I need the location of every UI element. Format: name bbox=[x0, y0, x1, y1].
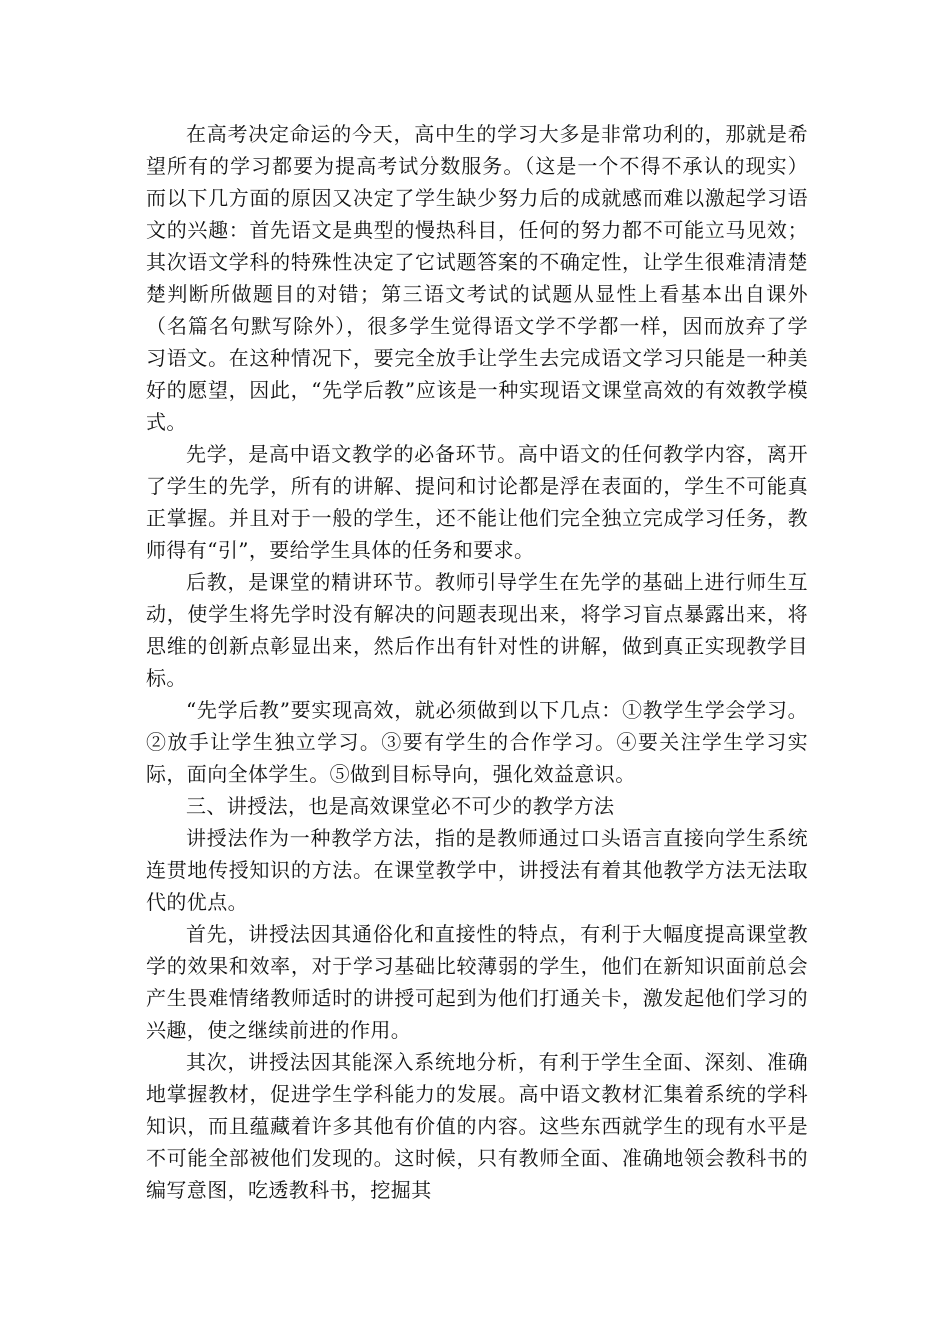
section-heading-lecture-method: 三、讲授法，也是高效课堂必不可少的教学方法 bbox=[186, 794, 615, 818]
paragraph-lecture-second-advantage: 其次，讲授法因其能深入系统地分析，有利于学生全面、深刻、准确地掌握教材，促进学生学科能力的发展。高中语文教材汇集着系统的学科知识，而且蕴藏着许多其他有价值的内容。这些东西就学生的现有水平是不可能全部被他们发现的。这时候，只有教师全面、准确地领会教科书的编写意图，吃透教科书，挖掘其 bbox=[146, 1050, 808, 1202]
document-body bbox=[146, 118, 808, 1206]
paragraph-five-points: “先学后教”要实现高效，就必须做到以下几点：①教学生学会学习。②放手让学生独立学习。③要有学生的合作学习。④要关注学生学习实际，面向全体学生。⑤做到目标导向，强化效益意识。 bbox=[146, 698, 808, 786]
paragraph-houjiao: 后教，是课堂的精讲环节。教师引导学生在先学的基础上进行师生互动，使学生将先学时没有解决的问题表现出来，将学习盲点暴露出来，将思维的创新点彰显出来，然后作出有针对性的讲解，做到真正实现教学目标。 bbox=[146, 570, 808, 690]
paragraph-lecture-definition: 讲授法作为一种教学方法，指的是教师通过口头语言直接向学生系统连贯地传授知识的方法。在课堂教学中，讲授法有着其他教学方法无法取代的优点。 bbox=[146, 826, 808, 914]
paragraph-xianxue: 先学，是高中语文教学的必备环节。高中语文的任何教学内容，离开了学生的先学，所有的讲解、提问和讨论都是浮在表面的，学生不可能真正掌握。并且对于一般的学生，还不能让他们完全独立完成学习任务，教师得有“引”，要给学生具体的任务和要求。 bbox=[146, 442, 808, 562]
paragraph-gaokao-utilitarian: 在高考决定命运的今天，高中生的学习大多是非常功利的，那就是希望所有的学习都要为提高考试分数服务。（这是一个不得不承认的现实）而以下几方面的原因又决定了学生缺少努力后的成就感而难以激起学习语文的兴趣：首先语文是典型的慢热科目，任何的努力都不可能立马见效；其次语文学科的特殊性决定了它试题答案的不确定性，让学生很难清清楚楚判断所做题目的对错；第三语文考试的试题从显性上看基本出自课外（名篇名句默写除外），很多学生觉得语文学不学都一样，因而放弃了学习语文。在这种情况下，要完全放手让学生去完成语文学习只能是一种美好的愿望，因此，“先学后教”应该是一种实现语文课堂高效的有效教学模式。 bbox=[146, 122, 808, 434]
paragraph-lecture-first-advantage: 首先，讲授法因其通俗化和直接性的特点，有利于大幅度提高课堂教学的效果和效率，对于学习基础比较薄弱的学生，他们在新知识面前总会产生畏难情绪教师适时的讲授可起到为他们打通关卡，激发起他们学习的兴趣，使之继续前进的作用。 bbox=[146, 922, 808, 1042]
